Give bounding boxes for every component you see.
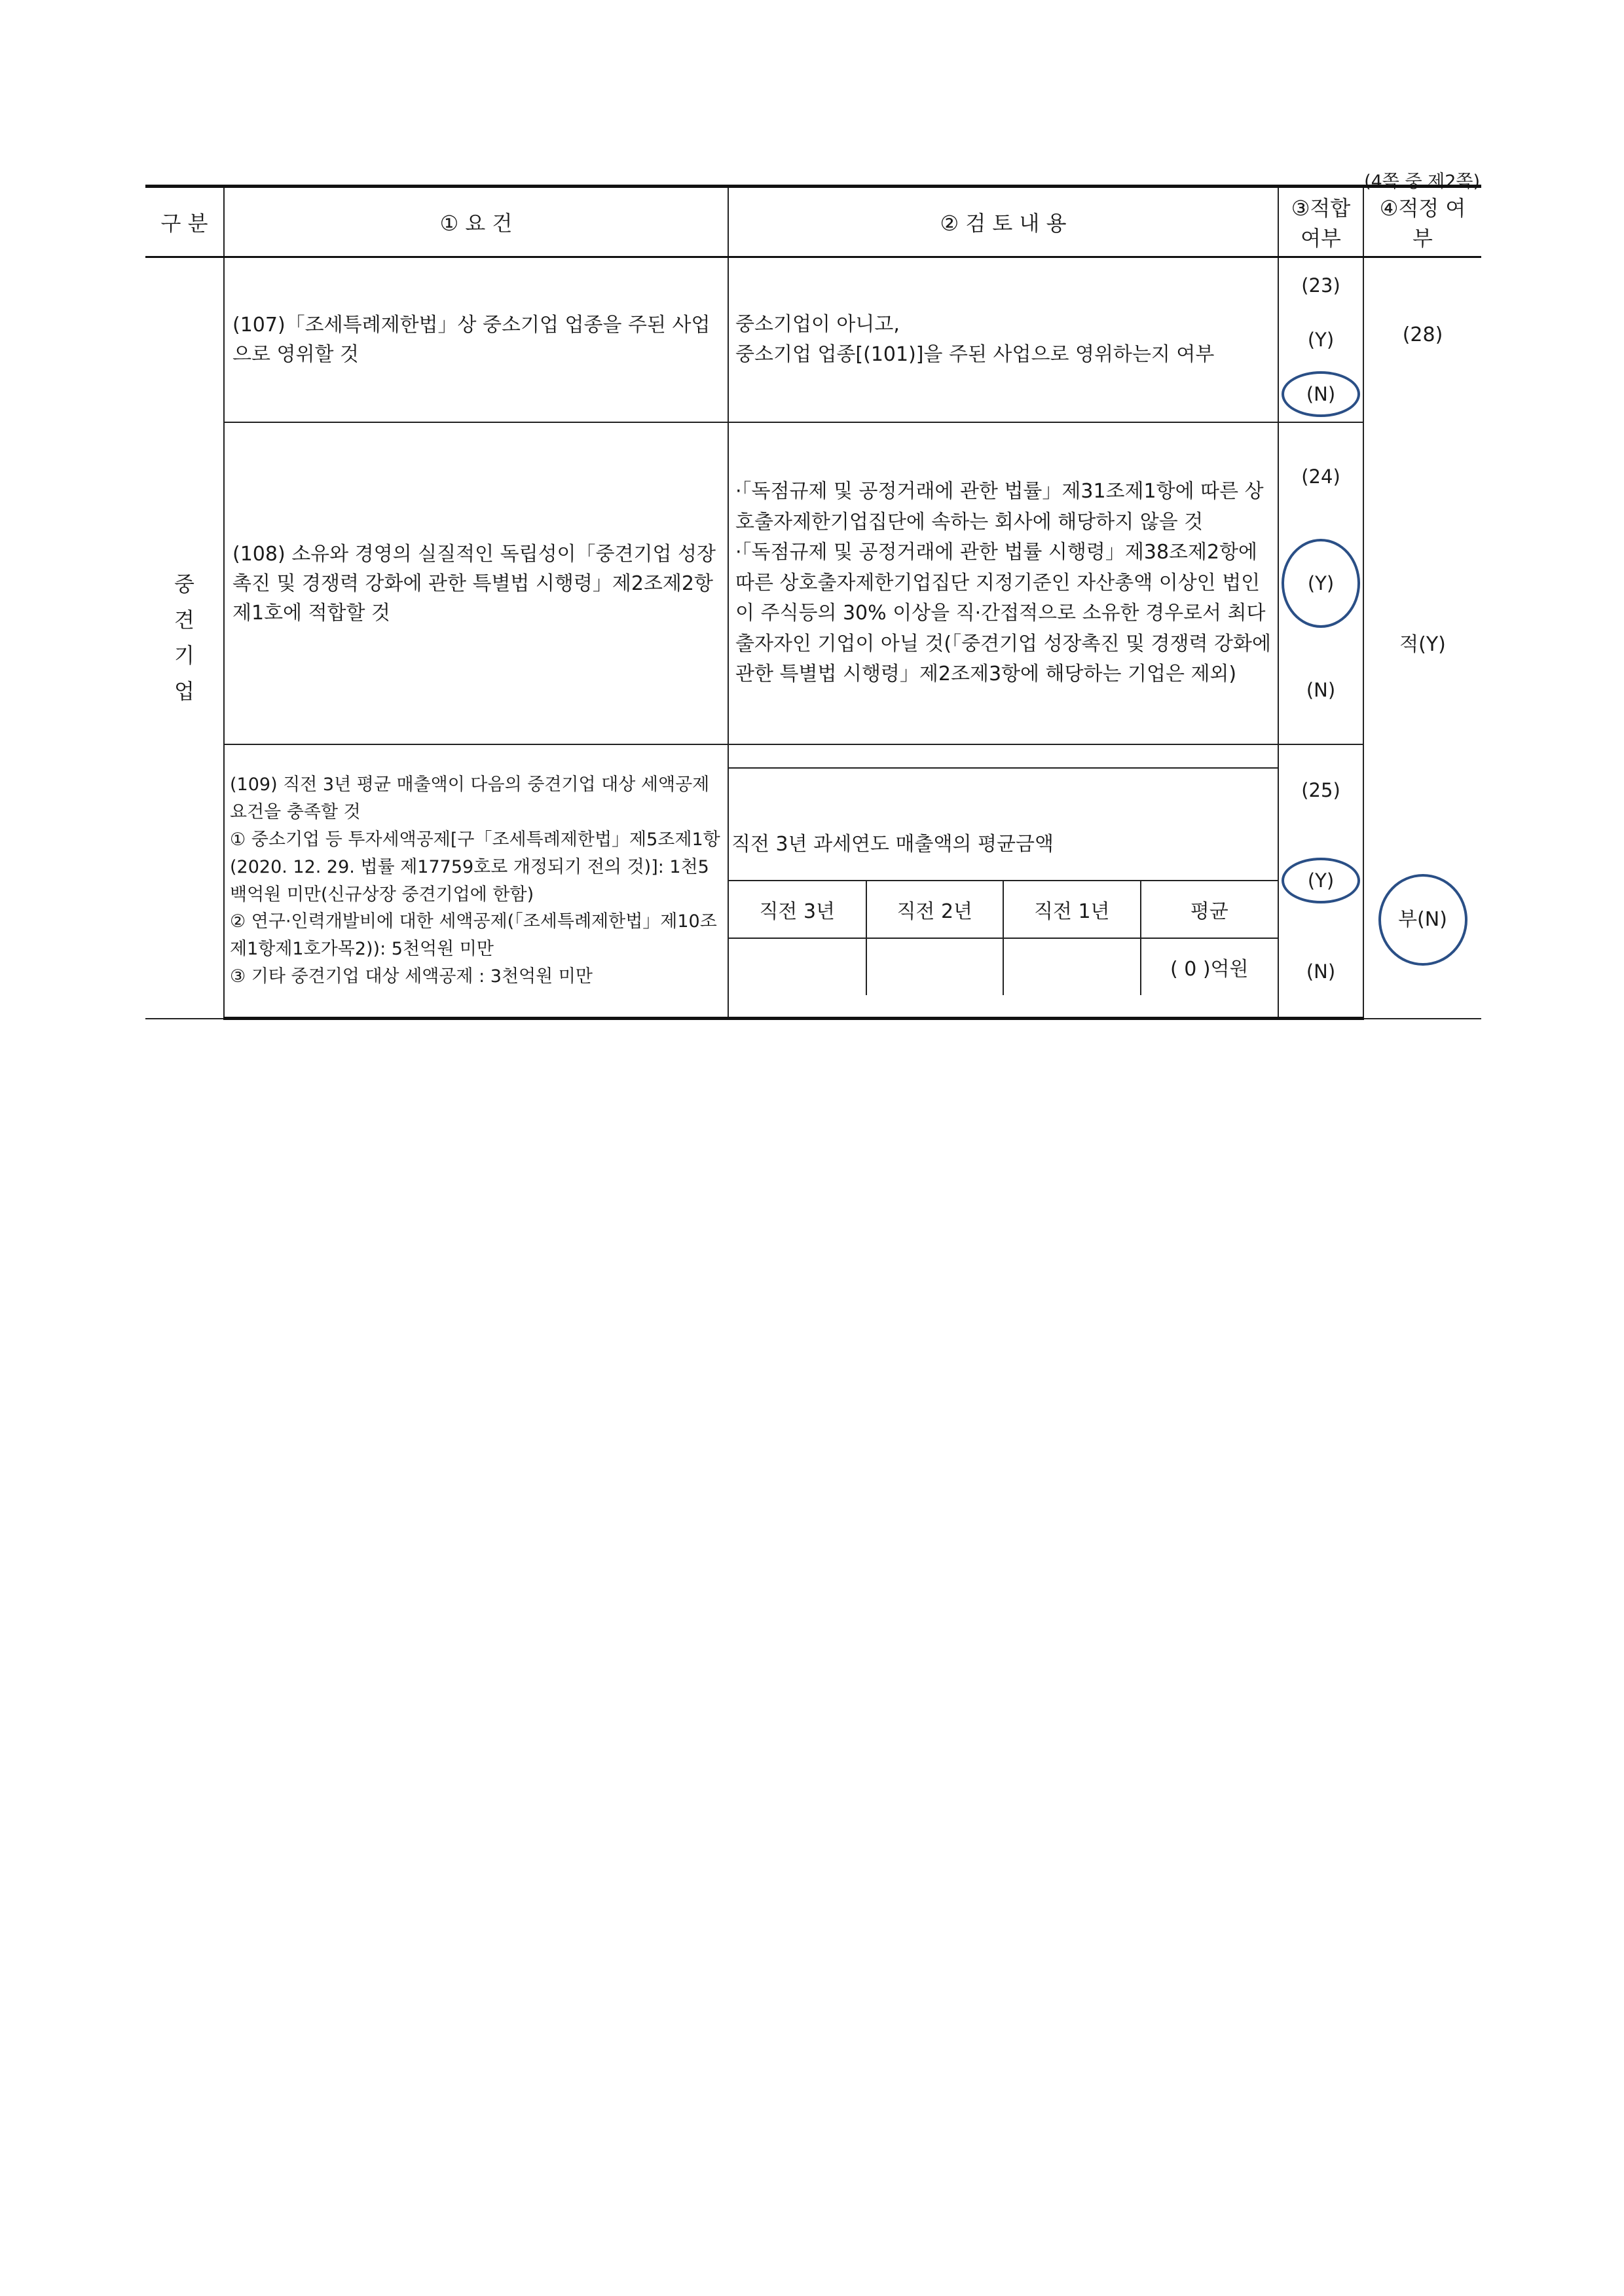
review-108 — [728, 422, 1278, 744]
category-char: 견 — [174, 607, 194, 632]
sales-value-3y[interactable] — [729, 938, 866, 995]
sales-header-avg: 평균 — [1141, 881, 1278, 938]
header-requirement: ① 요 건 — [224, 187, 728, 257]
fit-no-option[interactable]: (N) — [1306, 383, 1336, 406]
review-line: ·「독점규제 및 공정거래에 관한 법률 시행령」제38조제2항에 따른 상호출자제한기업집단 지정기준인 자산총액 이상인 법인이 주식등의 30% 이상을 직·간접적으로 소유한 경우로서 최다출자자인 기업이 아닐 것(「중견기업 성장촉진 및 경쟁력 강화에 관한 특별법 시행령」제2조제3항에 해당하는 기업은 제외) — [735, 541, 1271, 686]
sales-value-avg[interactable]: ( 0 )억원 — [1141, 938, 1278, 995]
review-line: 중소기업 업종[(101)]을 주된 사업으로 영위하는지 여부 — [735, 343, 1215, 366]
requirement-108: (108) 소유와 경영의 실질적인 독립성이「중견기업 성장촉진 및 경쟁력 강화에 관한 특별법 시행령」제2조제2항제1호에 적합할 것 — [224, 422, 728, 744]
fit-cell-109 — [1278, 744, 1363, 1019]
proper-yes-option[interactable]: 적(Y) — [1399, 633, 1446, 656]
page-label: (4쪽 중 제2쪽) — [1364, 172, 1480, 192]
review-109 — [728, 744, 1278, 1019]
fit-yes-option[interactable]: (Y) — [1307, 869, 1335, 892]
fit-yes-option[interactable]: (Y) — [1307, 572, 1335, 594]
fit-cell-108 — [1278, 422, 1363, 744]
proper-no-option[interactable]: 부(N) — [1398, 908, 1447, 931]
proper-cell — [1363, 257, 1481, 1019]
proper-code: (28) — [1402, 323, 1443, 346]
sales-value-2y[interactable] — [866, 938, 1004, 995]
table-row — [145, 257, 1481, 423]
table-row — [145, 744, 1481, 1019]
category-char: 중 — [174, 572, 194, 597]
review-line: ·「독점규제 및 공정거래에 관한 법률」제31조제1항에 따른 상호출자제한기업집단에 속하는 회사에 해당하지 않을 것 — [735, 480, 1264, 534]
category-char: 업 — [174, 678, 194, 704]
fit-no-option[interactable]: (N) — [1306, 679, 1336, 702]
fit-cell-107 — [1278, 257, 1363, 423]
requirement-109 — [224, 744, 728, 1019]
requirement-line: (109) 직전 3년 평균 매출액이 다음의 중견기업 대상 세액공제 요건을 충족할 것 — [230, 774, 710, 822]
sales-table — [729, 767, 1278, 995]
requirement-line: ② 연구·인력개발비에 대한 세액공제(「조세특례제한법」제10조제1항제1호가목2)): 5천억원 미만 — [230, 911, 717, 960]
header-fit: ③적합 여부 — [1278, 187, 1363, 257]
sales-header-1y: 직전 1년 — [1003, 881, 1141, 938]
requirement-line: ③ 기타 중견기업 대상 세액공제 : 3천억원 미만 — [230, 966, 593, 987]
sales-header-2y: 직전 2년 — [866, 881, 1004, 938]
review-107 — [728, 257, 1278, 423]
header-category: 구 분 — [145, 187, 224, 257]
fit-no-option[interactable]: (N) — [1306, 960, 1336, 983]
category-cell — [145, 257, 224, 1019]
header-proper: ④적정 여부 — [1363, 187, 1481, 257]
fit-code: (25) — [1301, 779, 1340, 802]
requirement-line: ① 중소기업 등 투자세액공제[구「조세특례제한법」제5조제1항(2020. 12. 29. 법률 제17759호로 개정되기 전의 것)]: 1천5백억원 미만(신규상장 중견기업에 한함) — [230, 829, 720, 905]
sales-value-1y[interactable] — [1003, 938, 1141, 995]
requirement-107: (107)「조세특례제한법」상 중소기업 업종을 주된 사업으로 영위할 것 — [224, 257, 728, 423]
review-form-table — [145, 185, 1481, 1020]
header-review: ② 검 토 내 용 — [728, 187, 1278, 257]
fit-yes-option[interactable]: (Y) — [1307, 328, 1335, 351]
category-char: 기 — [174, 643, 194, 668]
sales-header-3y: 직전 3년 — [729, 881, 866, 938]
fit-code: (24) — [1301, 465, 1340, 488]
review-109-text: 직전 3년 과세연도 매출액의 평균금액 — [729, 768, 1278, 881]
fit-code: (23) — [1301, 274, 1340, 297]
table-row — [145, 422, 1481, 744]
review-line: 중소기업이 아니고, — [735, 312, 900, 336]
